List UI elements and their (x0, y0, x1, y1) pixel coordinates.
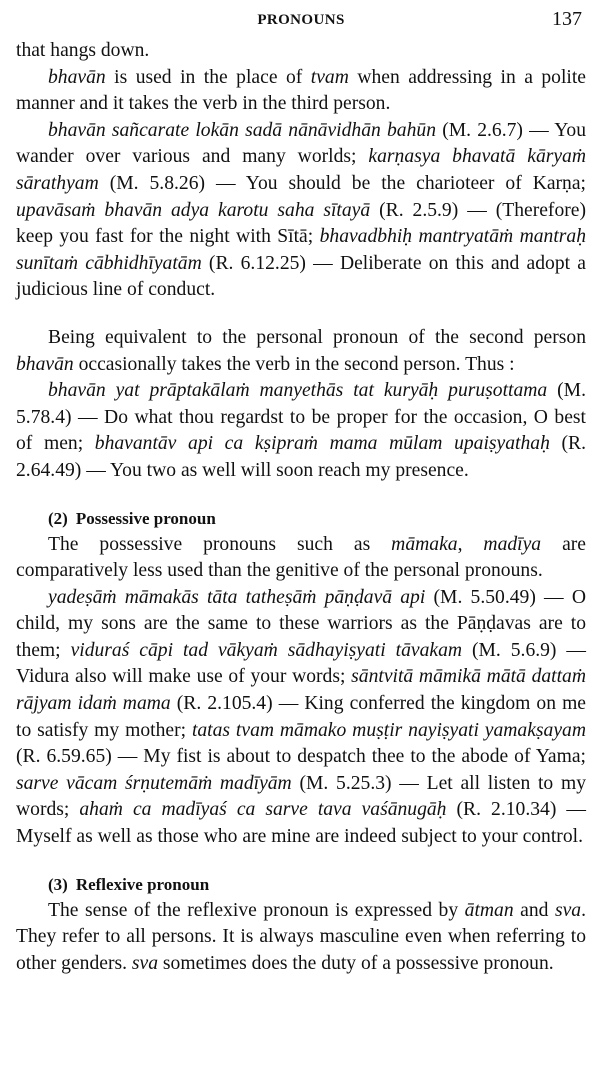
text-run: occasionally takes the verb in the second person. Thus : (73, 353, 515, 375)
paragraph-possessive-examples (16, 585, 586, 851)
sanskrit-quote: bhavān sañcarate lokān sadā nānāvidhān bahūn (48, 119, 436, 141)
chapter-title: PRONOUNS (257, 12, 345, 28)
text-run: (M. 5.8.26) — You should be the charioteer of Karṇa; (98, 172, 586, 194)
section-heading-possessive (16, 506, 586, 532)
text-run: (R. 2.5.9) — (Therefore) keep you fast for the night with Sītā; (16, 199, 587, 248)
section-number: (3) (48, 874, 68, 894)
paragraph-reflexive (16, 898, 586, 978)
sanskrit-quote: sāntvitā māmikā mātā dattaṁ rājyam idaṁ mama (16, 666, 587, 715)
sanskrit-quote: sarve vācam śrṇutemāṁ madīyām (16, 772, 292, 794)
text-run: (R. 2.105.4) — King conferred the kingdom on me to satisfy my mother; (16, 693, 587, 741)
text-run: (M. 5.25.3) — Let all listen to my words; (16, 772, 587, 821)
sanskrit-quote: bhavadbhiḥ mantryatāṁ mantraḥ sunītaṁ cābhidhīyatām (16, 226, 586, 274)
section-title: Reflexive pronoun (75, 874, 210, 894)
sanskrit-quote: yadeṣāṁ māmakās tāta tatheṣāṁ pāṇḍavā api (48, 586, 426, 608)
sanskrit-quote: upavāsaṁ bhavān adya karotu saha sītayā (16, 199, 371, 221)
sanskrit-quote: bhavān (16, 353, 74, 375)
text-run: Being equivalent to the personal pronoun of the second person (48, 326, 586, 348)
sanskrit-quote: viduraś cāpi tad vākyaṁ sādhayiṣyati tāvakam (70, 639, 463, 661)
text-run: (R. 6.59.65) — My fist is about to despatch thee to the abode of Yama; (16, 746, 586, 768)
running-header (16, 8, 586, 38)
sanskrit-quote: tvam (310, 66, 349, 88)
section-number: (2) (48, 508, 68, 528)
text-run: (M. 5.50.49) — O child, my sons are the same to these warriors as the Pāṇḍavas are to them; (16, 586, 586, 661)
paragraph-continuation: that hangs down. (16, 40, 150, 61)
paragraph-possessive-intro (16, 532, 586, 585)
sanskrit-quote: karṇasya bhavatā kāryaṁ sārathyam (16, 146, 587, 194)
page-number: 137 (552, 8, 582, 30)
text-run: (M. 2.6.7) — You wander over various and many worlds; (16, 119, 586, 168)
sanskrit-quote: ātman (464, 899, 514, 921)
sanskrit-quote: tatas tvam māmako muṣṭir nayiṣyati yamakṣayam (191, 719, 586, 741)
section-heading-reflexive (16, 872, 586, 898)
paragraph-second-person-examples (16, 378, 586, 484)
sanskrit-quote: sva (131, 952, 159, 974)
text-run: (R. 6.12.25) — Deliberate on this and adopt a judicious line of conduct. (16, 252, 586, 301)
text-run: (M. 5.6.9) — Vidura also will make use of your words; (16, 639, 586, 688)
text-run: (M. 5.78.4) — Do what thou regardst to be proper for the occasion, O best of men; (16, 380, 586, 455)
page-body (16, 38, 586, 977)
text-run: The possessive pronouns such as (48, 533, 392, 555)
sanskrit-quote: ahaṁ ca madīyaś ca sarve tava vaśānugāḥ (79, 799, 447, 821)
sanskrit-quote: bhavān yat prāptakālaṁ manyethās tat kuryāḥ puruṣottama (48, 380, 548, 402)
text-run: are comparatively less used than the genitive of the personal pronouns. (16, 533, 586, 582)
text-run: sometimes does the duty of a possessive pronoun. (158, 952, 554, 974)
text-run: . They refer to all persons. It is always masculine even when referring to other genders. (16, 899, 586, 974)
text-run: when addressing in a polite manner and it takes the verb in the third person. (16, 66, 586, 115)
text-run: and (513, 899, 555, 921)
paragraph-bhavan-usage (16, 65, 586, 118)
sanskrit-quote: madīya (483, 533, 542, 555)
paragraph-bhavan-examples (16, 118, 586, 304)
section-title: Possessive pronoun (75, 508, 216, 528)
paragraph-second-person (16, 325, 586, 378)
sanskrit-quote: bhavān (48, 66, 106, 88)
sanskrit-quote: māmaka (391, 533, 458, 555)
sanskrit-quote: bhavantāv api ca kṣipraṁ mama mūlam upaiṣyathaḥ (94, 433, 550, 455)
text-run: is used in the place of (105, 66, 311, 88)
text-run: The sense of the reflexive pronoun is expressed by (48, 899, 465, 921)
text-run: (R. 2.10.34) — Myself as well as those who are mine are indeed subject to your control. (16, 799, 586, 848)
text-run: , (457, 533, 484, 555)
sanskrit-quote: sva (554, 899, 582, 921)
text-run: (R. 2.64.49) — You two as well will soon reach my presence. (16, 433, 586, 481)
